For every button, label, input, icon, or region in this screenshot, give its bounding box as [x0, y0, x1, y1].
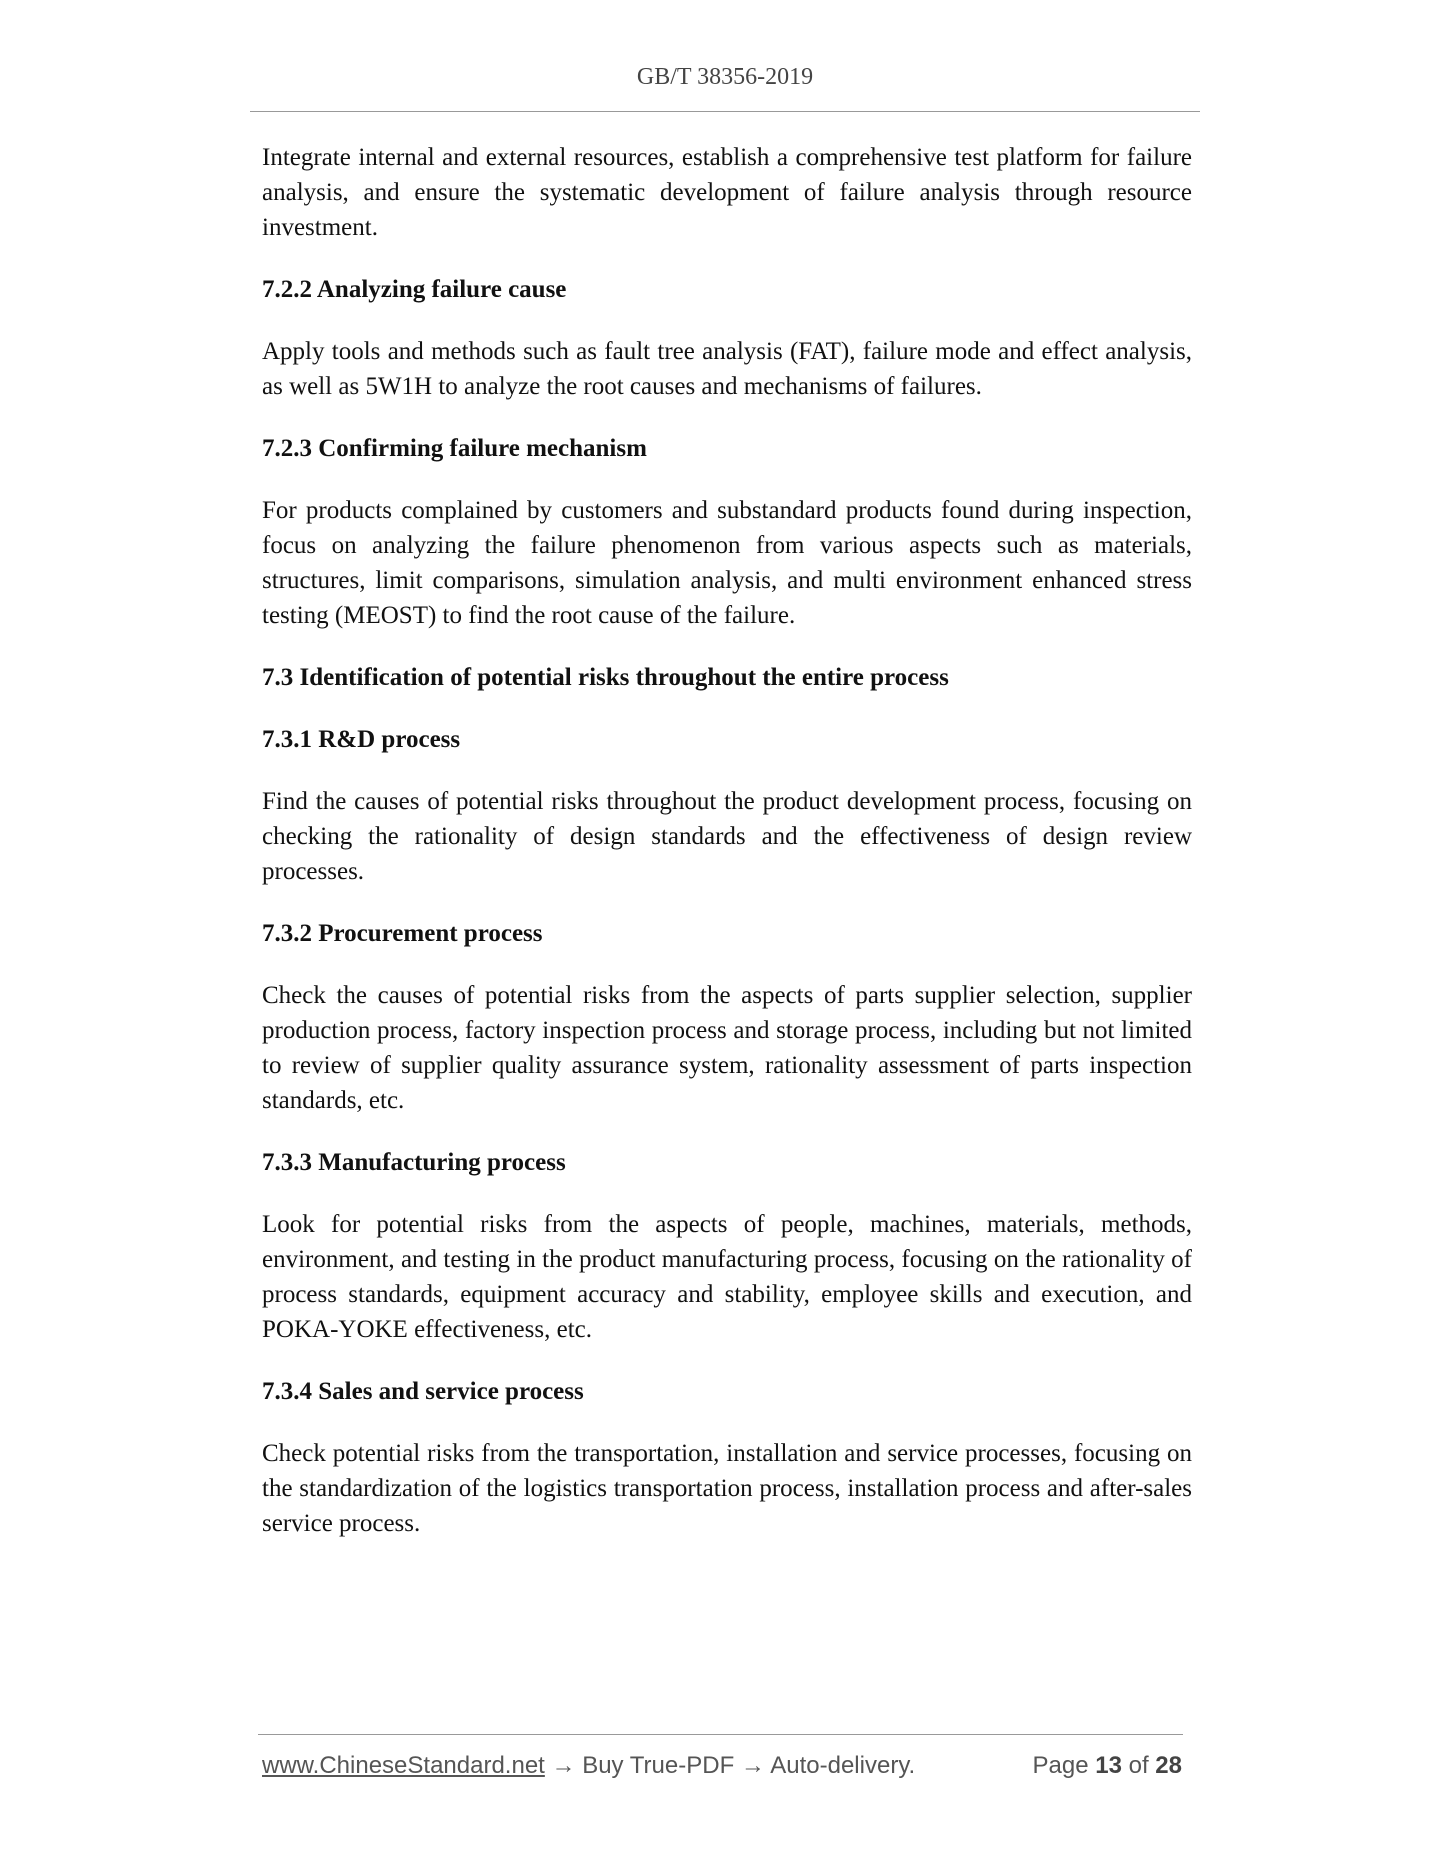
heading-7-3-2: 7.3.2 Procurement process [262, 920, 543, 947]
paragraph-sales-service-process: Check potential risks from the transportation, installation and service processes, focusing on the standardization of the logistics transportation process, installation process and after-sales service process. [262, 1440, 1192, 1537]
arrow-icon: → [734, 1752, 771, 1779]
page-number [1033, 1752, 1183, 1780]
paragraph-failure-cause: Apply tools and methods such as fault tree analysis (FAT), failure mode and effect analysis, as well as 5W1H to analyze the root causes and mechanisms of failures. [262, 338, 1192, 400]
page-total: 28 [1155, 1752, 1182, 1779]
paragraph-procurement-process: Check the causes of potential risks from the aspects of parts supplier selection, supplier production process, factory inspection process and storage process, including but not limited to review of supplier quality assurance system, rationality assessment of parts inspection standards, etc. [262, 982, 1192, 1114]
footer-promo [262, 1752, 915, 1780]
of-label: of [1128, 1752, 1149, 1779]
footer-divider [258, 1734, 1183, 1735]
buy-text: Buy True-PDF [582, 1752, 735, 1779]
heading-7-3: 7.3 Identification of potential risks throughout the entire process [262, 664, 949, 691]
page-header: GB/T 38356-2019 [636, 64, 814, 90]
heading-7-3-4: 7.3.4 Sales and service process [262, 1378, 584, 1405]
arrow-icon: → [544, 1752, 583, 1779]
paragraph-resources: Integrate internal and external resources, establish a comprehensive test platform for failure analysis, and ensure the systematic development of failure analysis through resource investment. [262, 144, 1192, 241]
site-link[interactable]: www.ChineseStandard.net [262, 1752, 545, 1779]
delivery-text: Auto-delivery. [770, 1752, 916, 1779]
header-divider [250, 111, 1200, 112]
page-label: Page [1032, 1752, 1089, 1779]
heading-7-3-3: 7.3.3 Manufacturing process [262, 1149, 566, 1176]
page-current: 13 [1095, 1752, 1122, 1779]
heading-7-2-2: 7.2.2 Analyzing failure cause [262, 276, 567, 303]
heading-7-3-1: 7.3.1 R&D process [262, 726, 461, 753]
heading-7-2-3: 7.2.3 Confirming failure mechanism [262, 435, 647, 462]
paragraph-rd-process: Find the causes of potential risks throughout the product development process, focusing on checking the rationality of design standards and the effectiveness of design review processes. [262, 788, 1192, 885]
paragraph-manufacturing-process: Look for potential risks from the aspects of people, machines, materials, methods, environment, and testing in the product manufacturing process, focusing on the rationality of process standards, equipment accuracy and stability, employee skills and execution, and POKA-YOKE effectiveness, etc. [262, 1211, 1192, 1343]
document-body [262, 140, 1192, 1541]
paragraph-failure-mechanism: For products complained by customers and substandard products found during inspection, focus on analyzing the failure phenomenon from various aspects such as materials, structures, limit comparisons, simulation analysis, and multi environment enhanced stress testing (MEOST) to find the root cause of the failure. [262, 497, 1192, 629]
